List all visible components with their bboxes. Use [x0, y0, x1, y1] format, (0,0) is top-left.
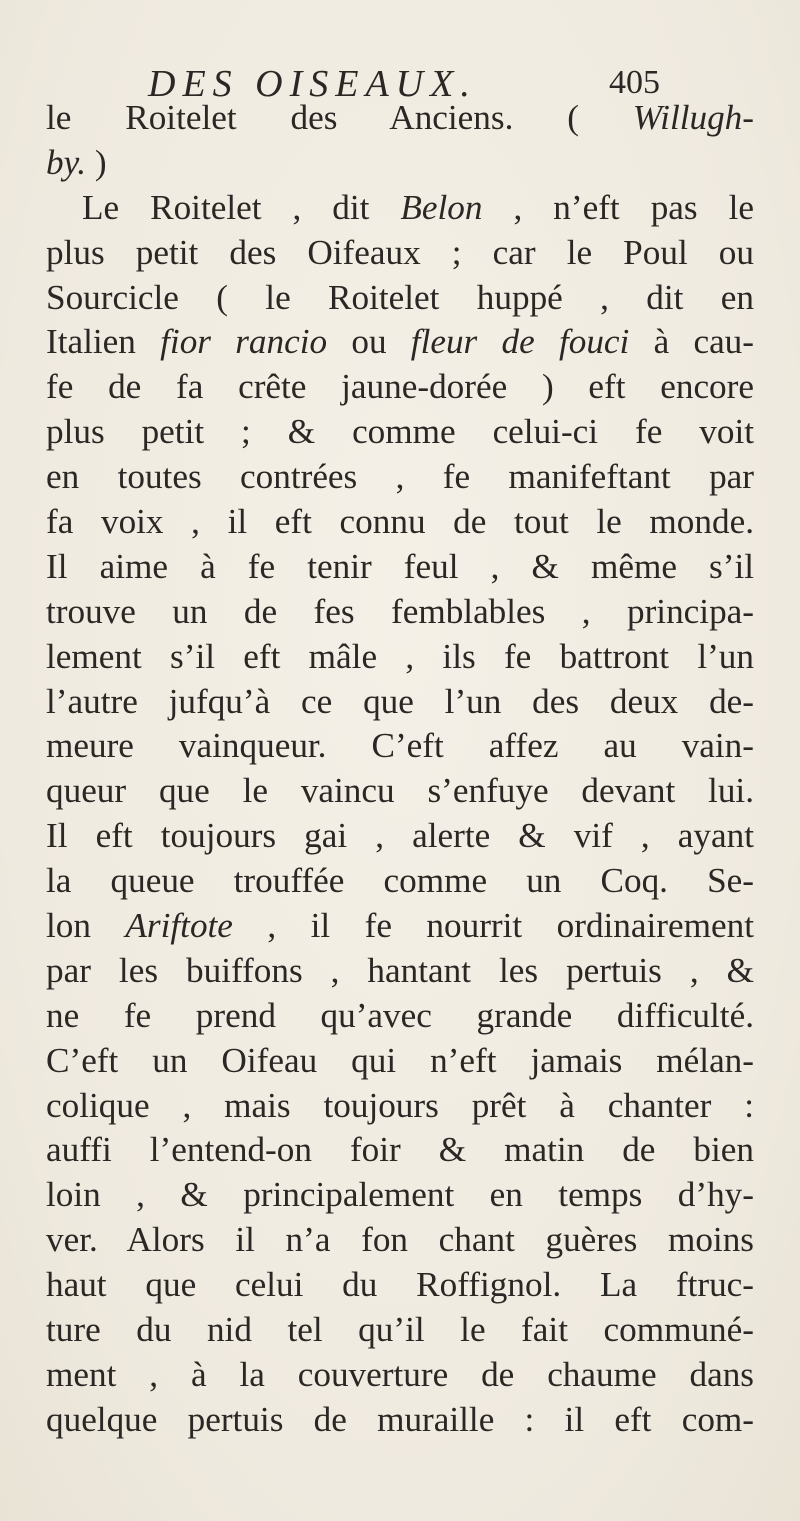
- italic-text-run: fior rancio: [160, 322, 328, 362]
- italic-text-run: Willugh-: [632, 98, 754, 137]
- text-line: [46, 186, 766, 231]
- italic-text-run: by.: [46, 142, 87, 182]
- text-run: Il aime à fe tenir feul , & même s’il: [46, 546, 754, 586]
- text-run: plus petit des Oifeaux ; car le Poul ou: [46, 232, 754, 272]
- text-run: ne fe prend qu’avec grande difficulté.: [46, 995, 754, 1035]
- text-run: C’eft un Oifeau qui n’eft jamais mélan-: [46, 1040, 754, 1080]
- text-run: l’autre jufqu’à ce que l’un des deux de-: [46, 681, 754, 721]
- text-run: ture du nid tel qu’il le fait communé-: [46, 1310, 754, 1350]
- text-line: [46, 1398, 766, 1443]
- text-run: meure vainqueur. C’eft affez au vain-: [46, 726, 754, 766]
- text-run: par les buiffons , hantant les pertuis , &: [46, 950, 754, 990]
- text-run: auffi l’entend-on foir & matin de bien: [46, 1130, 754, 1170]
- text-line: [46, 1308, 766, 1353]
- text-line: [46, 410, 766, 455]
- text-run: loin , & principalement en temps d’hy-: [46, 1175, 754, 1215]
- italic-text-run: fleur de fouci: [410, 322, 630, 362]
- text-line: [46, 1263, 766, 1308]
- text-run: fe de fa crête jaune-dorée ) eft encore: [46, 367, 754, 407]
- text-run: Sourcicle ( le Roitelet huppé , dit en: [46, 277, 754, 317]
- text-run: lement s’il eft mâle , ils fe battront l’un: [46, 636, 754, 676]
- text-run: queur que le vaincu s’enfuye devant lui.: [46, 771, 754, 811]
- text-line: [46, 814, 766, 859]
- text-line: [46, 320, 766, 365]
- italic-text-run: Ariftote: [125, 906, 233, 946]
- text-run: ver. Alors il n’a fon chant guères moins: [46, 1220, 754, 1260]
- text-run: ): [86, 142, 107, 182]
- text-line: [46, 1039, 766, 1084]
- text-run: Italien: [46, 322, 161, 362]
- text-line: [46, 455, 766, 500]
- text-run: , il fe nourrit ordinairement: [232, 906, 754, 946]
- text-line: [46, 1173, 766, 1218]
- text-run: plus petit ; & comme celui-ci fe voit: [46, 412, 754, 452]
- text-run: ou: [327, 322, 411, 362]
- page-number: 405: [609, 64, 660, 101]
- text-line: [46, 96, 766, 141]
- running-head: DES OISEAUX.: [148, 63, 477, 105]
- text-line: [46, 1128, 766, 1173]
- text-run: ment , à la couverture de chaume dans: [46, 1354, 754, 1394]
- text-run: le Roitelet des Anciens. (: [46, 98, 633, 137]
- text-line: [46, 590, 766, 635]
- text-run: en toutes contrées , fe manifeftant par: [46, 457, 754, 497]
- text-line: [46, 1218, 766, 1263]
- text-line: [46, 1353, 766, 1398]
- text-run: , n’eft pas le: [482, 187, 754, 227]
- text-line: [46, 635, 766, 680]
- text-run: Le Roitelet , dit: [82, 187, 401, 227]
- text-line: [46, 141, 766, 186]
- text-run: haut que celui du Roffignol. La ftruc-: [46, 1265, 754, 1305]
- text-run: trouve un de fes femblables , principa-: [46, 591, 754, 631]
- text-run: la queue trouffée comme un Coq. Se-: [46, 861, 754, 901]
- text-line: [46, 994, 766, 1039]
- text-line: [46, 500, 766, 545]
- text-line: [46, 365, 766, 410]
- text-run: quelque pertuis de muraille : il eft com-: [46, 1399, 754, 1439]
- text-line: [46, 1084, 766, 1129]
- text-line: [46, 724, 766, 769]
- text-run: fa voix , il eft connu de tout le monde.: [46, 502, 754, 542]
- text-line: [46, 545, 766, 590]
- body-text: [46, 96, 766, 1443]
- text-line: [46, 769, 766, 814]
- text-line: [46, 949, 766, 994]
- text-run: colique , mais toujours prêt à chanter :: [46, 1085, 754, 1125]
- text-line: [46, 859, 766, 904]
- text-line: [46, 231, 766, 276]
- italic-text-run: Belon: [400, 187, 483, 227]
- text-run: Il eft toujours gai , alerte & vif , ayant: [46, 816, 754, 856]
- text-line: [46, 680, 766, 725]
- text-run: lon: [46, 906, 126, 946]
- text-line: [46, 904, 766, 949]
- text-line: [46, 276, 766, 321]
- text-run: à cau-: [629, 322, 754, 362]
